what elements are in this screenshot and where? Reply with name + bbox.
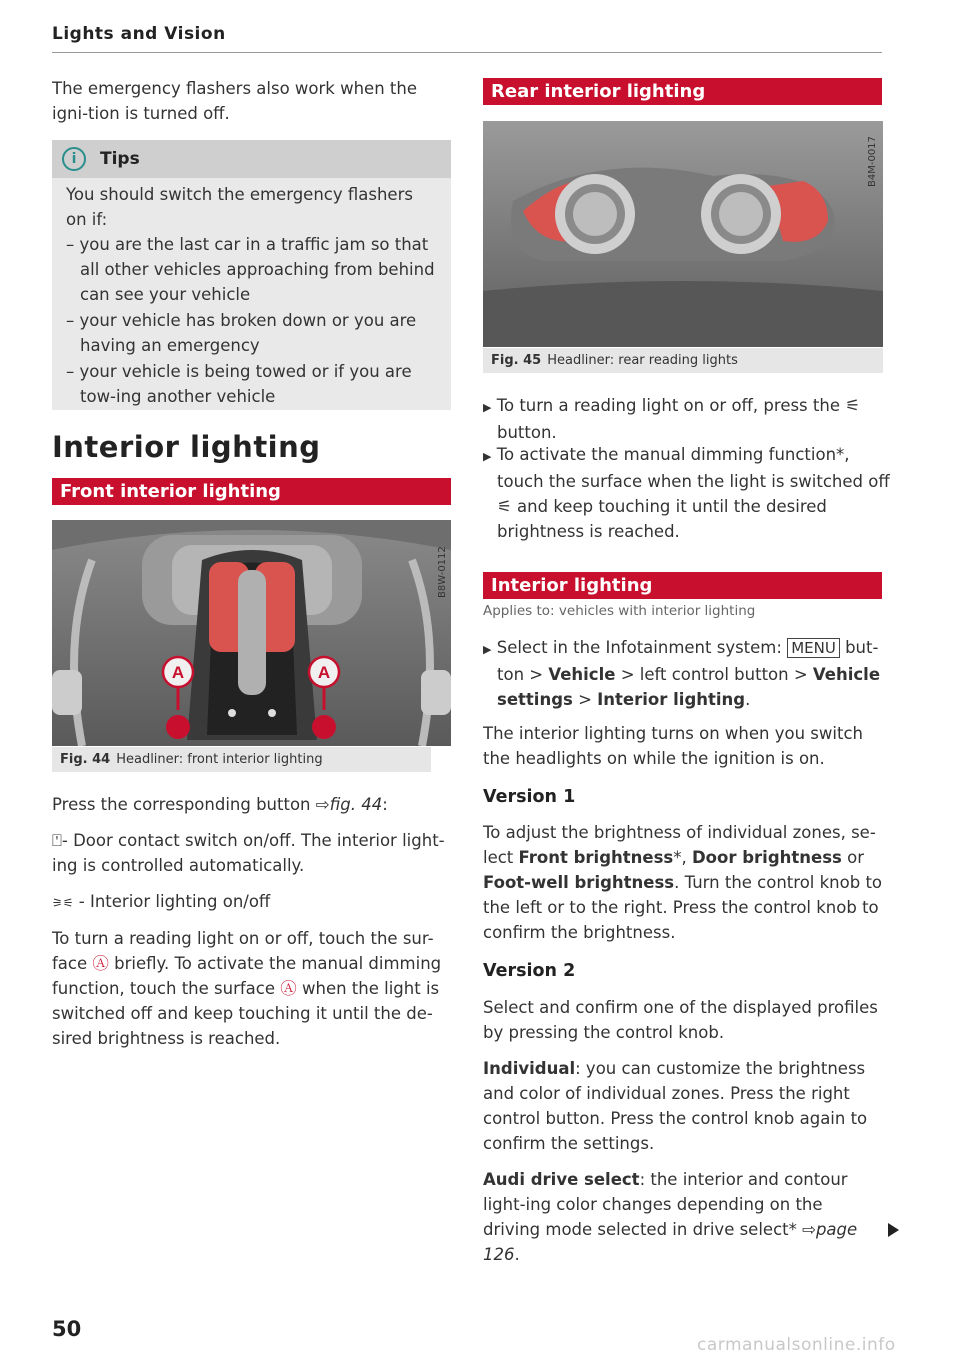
lighting-paragraph: ⚞⚟ - Interior lighting on/off [52,892,271,911]
interior-light-icon: ⚞⚟ [52,896,74,910]
figure-45-caption [483,348,883,373]
press-paragraph: Press the corresponding button ⇨fig. 44: [52,795,388,814]
caption-text: Headliner: front interior lighting [116,752,323,767]
section-heading: Interior lighting [52,430,321,464]
figure-45 [483,121,883,347]
intro-text: The emergency flashers also work when the igni-tion is turned off. [52,79,417,123]
callout-a-symbol: Ⓐ [92,954,109,973]
rear-headliner-illustration [483,121,883,347]
header-title: Lights and Vision [52,24,226,44]
continue-arrow-icon [888,1223,899,1237]
applies-note: Applies to: vehicles with interior lighting [483,603,756,619]
door-paragraph: ⍞- Door contact switch on/off. The interior light-ing is controlled automatically. [52,831,445,875]
subsection-bar [483,572,882,599]
version-2-paragraph: Select and confirm one of the displayed profiles by pressing the control knob. [483,998,878,1042]
caption-number: Fig. 44 [60,752,111,767]
page-header [52,24,882,53]
rear-heading: Rear interior lighting [491,81,706,102]
tips-item: – your vehicle is being towed or if you are tow-ing another vehicle [66,362,412,406]
door-contact-icon: ⍞ [52,831,62,850]
watermark: carmanualsonline.info [697,1335,896,1355]
reading-light-icon: ⚟ [845,396,861,415]
tips-label: Tips [100,149,140,169]
tips-header [52,140,451,178]
page-number: 50 [52,1317,82,1341]
figure-code: B4M-0017 [867,136,878,187]
figure-44-caption [52,747,431,772]
subsection-bar [52,478,451,505]
callout-a-right: A [317,663,331,682]
version-1-heading: Version 1 [483,787,576,807]
bullet-triangle-icon: ▶ [483,643,492,656]
caption-number: Fig. 45 [491,353,542,368]
caption-text: Headliner: rear reading lights [547,353,738,368]
tips-box [52,140,451,410]
arrow-ref-icon: ⇨ [315,795,330,814]
callout-a-left: A [171,663,185,682]
reading-paragraph: To turn a reading light on or off, touch the sur-face Ⓐ briefly. To activate the manual dimming function, touch the surface Ⓐ when the light is switched off and keep touching it until the de-sired brightness is reached. [52,929,442,1048]
tips-intro: You should switch the emergency flashers on if: [66,185,413,229]
rear-bullet: ▶ To turn a reading light on or off, press the ⚟ button. [483,396,861,442]
front-headliner-illustration [52,520,451,746]
bullet-triangle-icon: ▶ [483,401,492,414]
fig-ref-link[interactable]: fig. 44 [329,795,383,814]
individual-paragraph: Individual: you can customize the brightness and color of individual zones. Press the right control button. Press the control knob again to confirm the settings. [483,1059,868,1153]
menu-key: MENU [787,638,840,658]
page-ref-link[interactable]: page 126 [483,1220,858,1264]
interior-menu-heading: Interior lighting [491,575,653,596]
select-instruction: ▶ Select in the Infotainment system: MENU but-ton > Vehicle > left control button > Vehicle settings > Interior lighting. [483,638,881,709]
version-2-heading: Version 2 [483,961,576,981]
bullet-triangle-icon: ▶ [483,450,492,463]
arrow-ref-icon: ⇨ [802,1220,816,1239]
tips-item: – your vehicle has broken down or you are having an emergency [66,311,417,355]
reading-light-icon: ⚟ [497,497,512,516]
rear-bullet: ▶ To activate the manual dimming function*, touch the surface when the light is switched off ⚟ and keep touching it until the desired brightness is reached. [483,445,890,541]
version-1-paragraph: To adjust the brightness of individual zones, se-lect Front brightness*, Door brightness or Foot-well brightness. Turn the control knob to the left or to the right. Press the control knob to confirm the brightness. [483,823,883,942]
turns-on-paragraph: The interior lighting turns on when you switch the headlights on while the ignition is on. [483,724,863,768]
subsection-bar [483,78,882,105]
audi-drive-paragraph: Audi drive select: the interior and contour light-ing color changes depending on the driving mode selected in drive select* ⇨page 126. [483,1170,858,1264]
callout-a-symbol: Ⓐ [280,979,297,998]
tips-item: – you are the last car in a traffic jam so that all other vehicles approaching from behind can see your vehicle [66,235,435,304]
figure-44 [52,520,451,746]
figure-code: B8W-0112 [437,546,448,598]
front-heading: Front interior lighting [60,481,281,502]
info-icon: i [62,147,86,171]
